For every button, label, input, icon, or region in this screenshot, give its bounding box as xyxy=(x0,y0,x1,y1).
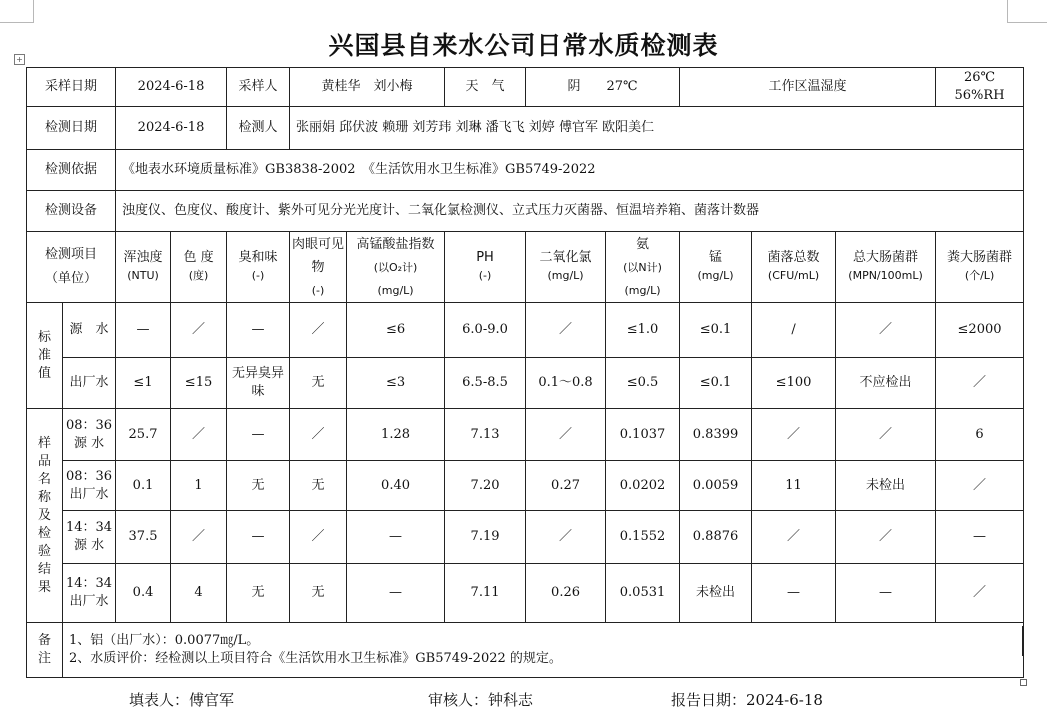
text-cursor xyxy=(1022,626,1023,656)
result-value[interactable]: 37.5 xyxy=(116,511,171,564)
result-value[interactable]: 7.20 xyxy=(445,461,526,511)
header-name: 臭和味 xyxy=(238,250,278,265)
result-value[interactable]: 25.7 xyxy=(116,409,171,461)
samples-label-text: 样品名称及检验结果 xyxy=(37,435,51,595)
standard-value: ≤3 xyxy=(347,358,445,409)
table-resize-handle[interactable] xyxy=(1020,679,1027,686)
sampling-date-value[interactable]: 2024-6-18 xyxy=(116,68,227,107)
standard-value: ／ xyxy=(171,303,227,358)
remarks-label xyxy=(27,623,63,678)
header-name: 菌落总数 xyxy=(767,250,820,265)
test-date-label: 检测日期 xyxy=(27,107,116,150)
result-value[interactable]: 0.40 xyxy=(347,461,445,511)
standard-value: ／ xyxy=(526,303,606,358)
sample-time: 08：36 xyxy=(65,417,113,433)
result-value[interactable]: 7.19 xyxy=(445,511,526,564)
standard-value: ≤100 xyxy=(752,358,836,409)
sampling-row xyxy=(27,68,1024,107)
result-value[interactable]: ／ xyxy=(936,564,1024,623)
header-unit-2: (mg/L) xyxy=(377,283,414,297)
header-name: 粪大肠菌群 xyxy=(947,250,1013,265)
header-name: 色 度 xyxy=(183,250,214,265)
env-label: 工作区温湿度 xyxy=(680,68,936,107)
basis-row xyxy=(27,150,1024,191)
sampler-label: 采样人 xyxy=(227,68,290,107)
sample-id xyxy=(63,461,116,511)
remark-line-1: 1、铝（出厂水）：0.0077㎎/L。 xyxy=(69,633,260,648)
sample-id xyxy=(63,409,116,461)
result-value[interactable]: — xyxy=(347,511,445,564)
standard-value: ／ xyxy=(836,303,936,358)
sample-type: 出厂水 xyxy=(69,594,109,609)
result-value[interactable]: 未检出 xyxy=(836,461,936,511)
result-value[interactable]: 无 xyxy=(227,461,290,511)
result-value[interactable]: 0.1 xyxy=(116,461,171,511)
header-ph xyxy=(445,232,526,303)
standard-type-finished: 出厂水 xyxy=(63,358,116,409)
standard-value: ≤1 xyxy=(116,358,171,409)
header-unit: (NTU) xyxy=(127,269,159,282)
sample-type: 源 水 xyxy=(73,435,105,451)
items-label-cell xyxy=(27,232,116,303)
result-value[interactable]: 未检出 xyxy=(680,564,752,623)
standard-value: 无异臭异味 xyxy=(227,358,290,409)
standard-row-finished xyxy=(27,358,1024,409)
water-quality-table xyxy=(26,67,1024,678)
header-visible-matter xyxy=(290,232,347,303)
header-unit: (度) xyxy=(188,269,209,282)
header-unit: (mg/L) xyxy=(697,269,734,282)
equipment-label: 检测设备 xyxy=(27,191,116,232)
header-name: 总大肠菌群 xyxy=(853,250,919,265)
table-move-handle-icon[interactable]: + xyxy=(14,54,25,65)
result-value[interactable]: — xyxy=(347,564,445,623)
standard-value: ≤0.5 xyxy=(606,358,680,409)
sample-row xyxy=(27,461,1024,511)
result-value[interactable]: ／ xyxy=(290,409,347,461)
sample-time: 08：36 xyxy=(65,468,113,484)
result-value[interactable]: ／ xyxy=(836,409,936,461)
standard-value: ／ xyxy=(936,358,1024,409)
header-total-coliform xyxy=(836,232,936,303)
equipment-value[interactable]: 浊度仪、色度仪、酸度计、紫外可见分光光度计、二氧化氯检测仪、立式压力灭菌器、恒温培养箱、菌落计数器 xyxy=(116,191,1024,232)
standard-type-raw: 源 水 xyxy=(63,303,116,358)
report-date: 报告日期：2024-6-18 xyxy=(671,691,823,709)
standard-value: ≤2000 xyxy=(936,303,1024,358)
result-value[interactable]: 6 xyxy=(936,409,1024,461)
standard-value: 不应检出 xyxy=(836,358,936,409)
standard-value: ≤1.0 xyxy=(606,303,680,358)
header-unit-2: (mg/L) xyxy=(624,283,661,297)
remark-line-2: 2、水质评价：经检测以上项目符合《生活饮用水卫生标准》GB5749-2022 的规定。 xyxy=(69,651,562,666)
sample-type: 源 水 xyxy=(73,538,105,553)
header-colony-count xyxy=(752,232,836,303)
page-corner-mark-top-right xyxy=(1007,0,1047,23)
basis-value[interactable]: 《地表水环境质量标准》GB3838-2002 《生活饮用水卫生标准》GB5749-2022 xyxy=(116,150,1024,191)
samples-label xyxy=(27,409,63,623)
header-fecal-coliform xyxy=(936,232,1024,303)
header-unit: (CFU/mL) xyxy=(767,269,820,282)
result-value[interactable]: 1 xyxy=(171,461,227,511)
sample-row xyxy=(27,511,1024,564)
header-unit: (个/L) xyxy=(964,269,995,282)
signature-row xyxy=(0,688,1047,712)
result-value[interactable]: — xyxy=(227,409,290,461)
header-turbidity xyxy=(116,232,171,303)
sample-time: 14：34 xyxy=(65,520,113,535)
test-date-value[interactable]: 2024-6-18 xyxy=(116,107,227,150)
result-value[interactable]: 无 xyxy=(290,564,347,623)
result-value[interactable]: 无 xyxy=(227,564,290,623)
standard-value: / xyxy=(752,303,836,358)
remarks-label-text: 备注 xyxy=(37,633,51,666)
result-value[interactable]: 0.27 xyxy=(526,461,606,511)
page-corner-mark-top-left xyxy=(0,0,34,23)
result-value[interactable]: 0.0059 xyxy=(680,461,752,511)
filler-signature: 填表人：傅官军 xyxy=(129,691,235,709)
result-value[interactable]: 0.0202 xyxy=(606,461,680,511)
result-value[interactable]: — xyxy=(227,511,290,564)
header-unit: (以N计) xyxy=(623,260,662,274)
result-value[interactable]: — xyxy=(836,564,936,623)
standard-value: ≤0.1 xyxy=(680,358,752,409)
standard-label xyxy=(27,303,63,409)
header-name: 高锰酸盐指数 xyxy=(356,236,435,252)
sample-row xyxy=(27,409,1024,461)
header-chlorine-dioxide xyxy=(526,232,606,303)
header-name: 氨 xyxy=(636,236,650,252)
standard-value: ≤15 xyxy=(171,358,227,409)
result-value[interactable]: 0.1037 xyxy=(606,409,680,461)
result-value[interactable]: 11 xyxy=(752,461,836,511)
items-unit-label: （单位） xyxy=(45,271,98,286)
header-name: PH xyxy=(476,250,494,265)
header-name: 浑浊度 xyxy=(123,250,163,265)
header-name: 肉眼可见物 xyxy=(292,236,345,275)
standard-value: 6.0-9.0 xyxy=(445,303,526,358)
items-header-row xyxy=(27,232,1024,303)
header-odor xyxy=(227,232,290,303)
result-value[interactable]: ／ xyxy=(290,511,347,564)
weather-value[interactable]: 阴 27℃ xyxy=(526,68,680,107)
equipment-row xyxy=(27,191,1024,232)
result-value[interactable]: ／ xyxy=(171,511,227,564)
result-value[interactable]: — xyxy=(936,511,1024,564)
result-value[interactable]: 0.8399 xyxy=(680,409,752,461)
result-value[interactable]: 4 xyxy=(171,564,227,623)
sample-row xyxy=(27,564,1024,623)
result-value[interactable]: 7.13 xyxy=(445,409,526,461)
result-value[interactable]: 无 xyxy=(290,461,347,511)
result-value[interactable]: ／ xyxy=(752,511,836,564)
basis-label: 检测依据 xyxy=(27,150,116,191)
sample-type: 出厂水 xyxy=(69,486,109,502)
result-value[interactable]: ／ xyxy=(752,409,836,461)
standard-row-raw xyxy=(27,303,1024,358)
items-label: 检测项目 xyxy=(45,247,98,262)
header-unit: (MPN/100mL) xyxy=(848,269,923,282)
sampling-date-label: 采样日期 xyxy=(27,68,116,107)
header-ammonia xyxy=(606,232,680,303)
standard-value: ≤0.1 xyxy=(680,303,752,358)
result-value[interactable]: 0.8876 xyxy=(680,511,752,564)
header-unit: (以O₂计) xyxy=(373,260,418,274)
standard-label-text: 标准值 xyxy=(37,329,51,381)
header-unit: (-) xyxy=(478,269,492,282)
result-value[interactable]: ／ xyxy=(936,461,1024,511)
result-value[interactable]: 0.0531 xyxy=(606,564,680,623)
weather-label: 天 气 xyxy=(445,68,526,107)
standard-value: — xyxy=(116,303,171,358)
tester-value[interactable]: 张丽娟 邱伏波 赖珊 刘芳玮 刘琳 潘飞飞 刘婷 傅官军 欧阳美仁 xyxy=(290,107,1024,150)
header-manganese xyxy=(680,232,752,303)
env-value[interactable]: 26℃ 56%RH xyxy=(936,68,1024,107)
header-color xyxy=(171,232,227,303)
result-value[interactable]: ／ xyxy=(836,511,936,564)
header-unit: (-) xyxy=(251,269,265,282)
reviewer-signature: 审核人：钟科志 xyxy=(428,691,534,709)
testing-row xyxy=(27,107,1024,150)
result-value[interactable]: ／ xyxy=(526,511,606,564)
result-value[interactable]: 0.26 xyxy=(526,564,606,623)
header-unit: (-) xyxy=(311,283,325,297)
sample-id xyxy=(63,564,116,623)
result-value[interactable]: 1.28 xyxy=(347,409,445,461)
document-title: 兴国县自来水公司日常水质检测表 xyxy=(328,31,719,60)
standard-value: ≤6 xyxy=(347,303,445,358)
standard-value: — xyxy=(227,303,290,358)
sample-time: 14：34 xyxy=(65,576,113,591)
tester-label: 检测人 xyxy=(227,107,290,150)
result-value[interactable]: — xyxy=(752,564,836,623)
result-value[interactable]: 0.1552 xyxy=(606,511,680,564)
remarks-row xyxy=(27,623,1024,678)
header-permanganate xyxy=(347,232,445,303)
header-unit: (mg/L) xyxy=(547,269,584,282)
standard-value: ／ xyxy=(290,303,347,358)
result-value[interactable]: ／ xyxy=(171,409,227,461)
header-name: 锰 xyxy=(709,250,723,265)
result-value[interactable]: 7.11 xyxy=(445,564,526,623)
header-name: 二氧化氯 xyxy=(539,250,592,265)
result-value[interactable]: 0.4 xyxy=(116,564,171,623)
result-value[interactable]: ／ xyxy=(526,409,606,461)
sampler-value[interactable]: 黄桂华 刘小梅 xyxy=(290,68,445,107)
sample-id xyxy=(63,511,116,564)
standard-value: 6.5-8.5 xyxy=(445,358,526,409)
remarks-content[interactable] xyxy=(63,623,1024,678)
standard-value: 0.1～0.8 xyxy=(526,358,606,409)
standard-value: 无 xyxy=(290,358,347,409)
